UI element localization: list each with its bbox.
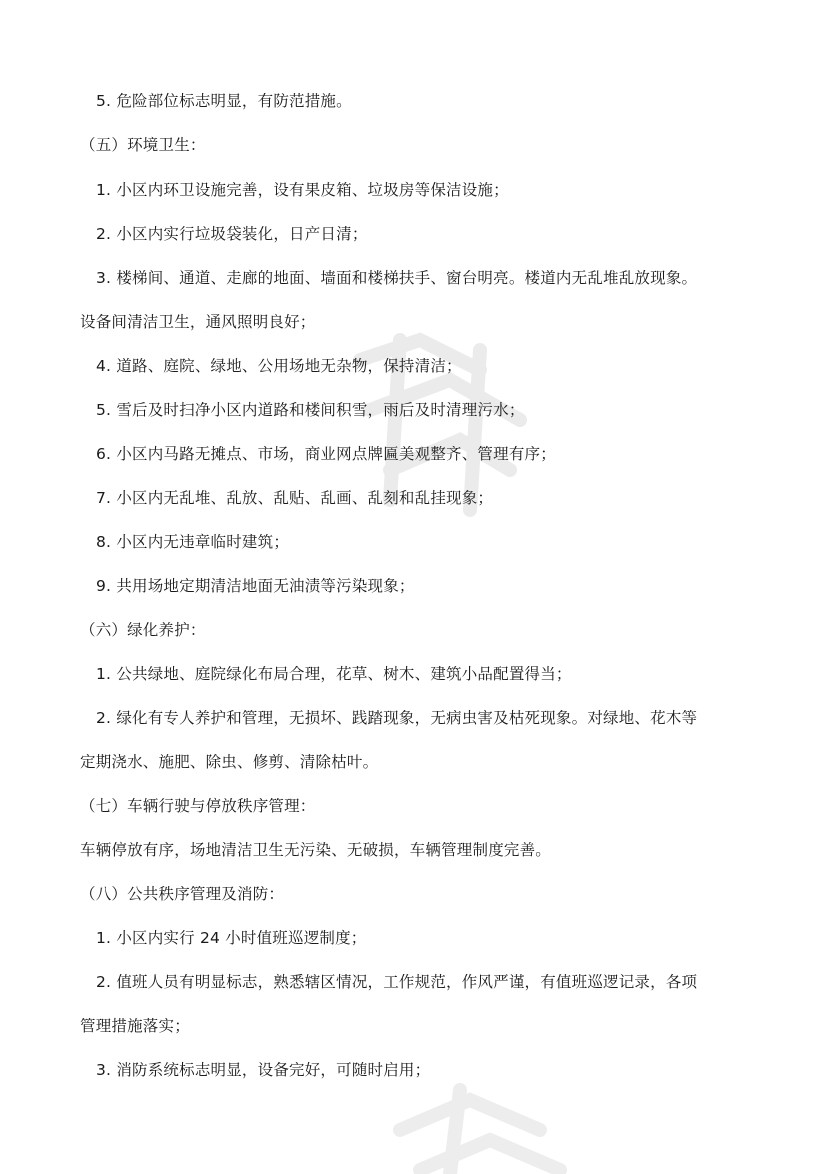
list-item: 9. 共用场地定期清洁地面无油渍等污染现象； <box>96 577 415 595</box>
section-heading: （八）公共秩序管理及消防： <box>80 885 285 903</box>
list-item: 1. 小区内实行 24 小时值班巡逻制度； <box>96 929 367 947</box>
list-item: 8. 小区内无违章临时建筑； <box>96 533 290 551</box>
list-item-continuation: 定期浇水、施肥、除虫、修剪、清除枯叶。 <box>80 753 379 771</box>
section-heading: （五）环境卫生： <box>80 136 206 154</box>
list-item: 3. 消防系统标志明显，设备完好，可随时启用； <box>96 1061 431 1079</box>
watermark-icon <box>380 1070 580 1174</box>
list-item: 5. 雪后及时扫净小区内道路和楼间积雪，雨后及时清理污水； <box>96 401 525 419</box>
list-item: 2. 小区内实行垃圾袋装化，日产日清； <box>96 225 368 243</box>
list-item: 2. 绿化有专人养护和管理，无损坏、践踏现象，无病虫害及枯死现象。对绿地、花木等 <box>96 709 698 727</box>
list-item-continuation: 设备间清洁卫生，通风照明良好； <box>80 313 316 331</box>
section-heading: （七）车辆行驶与停放秩序管理： <box>80 797 316 815</box>
list-item: 7. 小区内无乱堆、乱放、乱贴、乱画、乱刻和乱挂现象； <box>96 489 494 507</box>
section-heading: （六）绿化养护： <box>80 621 206 639</box>
paragraph: 车辆停放有序，场地清洁卫生无污染、无破损，车辆管理制度完善。 <box>80 841 552 859</box>
list-item: 5. 危险部位标志明显，有防范措施。 <box>96 92 352 110</box>
list-item: 1. 小区内环卫设施完善，设有果皮箱、垃圾房等保洁设施； <box>96 181 509 199</box>
list-item: 6. 小区内马路无摊点、市场，商业网点牌匾美观整齐、管理有序； <box>96 445 556 463</box>
list-item: 1. 公共绿地、庭院绿化布局合理，花草、树木、建筑小品配置得当； <box>96 665 572 683</box>
list-item-continuation: 管理措施落实； <box>80 1017 190 1035</box>
list-item: 3. 楼梯间、通道、走廊的地面、墙面和楼梯扶手、窗台明亮。楼道内无乱堆乱放现象。 <box>96 269 698 287</box>
list-item: 4. 道路、庭院、绿地、公用场地无杂物，保持清洁； <box>96 357 462 375</box>
list-item: 2. 值班人员有明显标志，熟悉辖区情况，工作规范，作风严谨，有值班巡逻记录，各项 <box>96 973 698 991</box>
